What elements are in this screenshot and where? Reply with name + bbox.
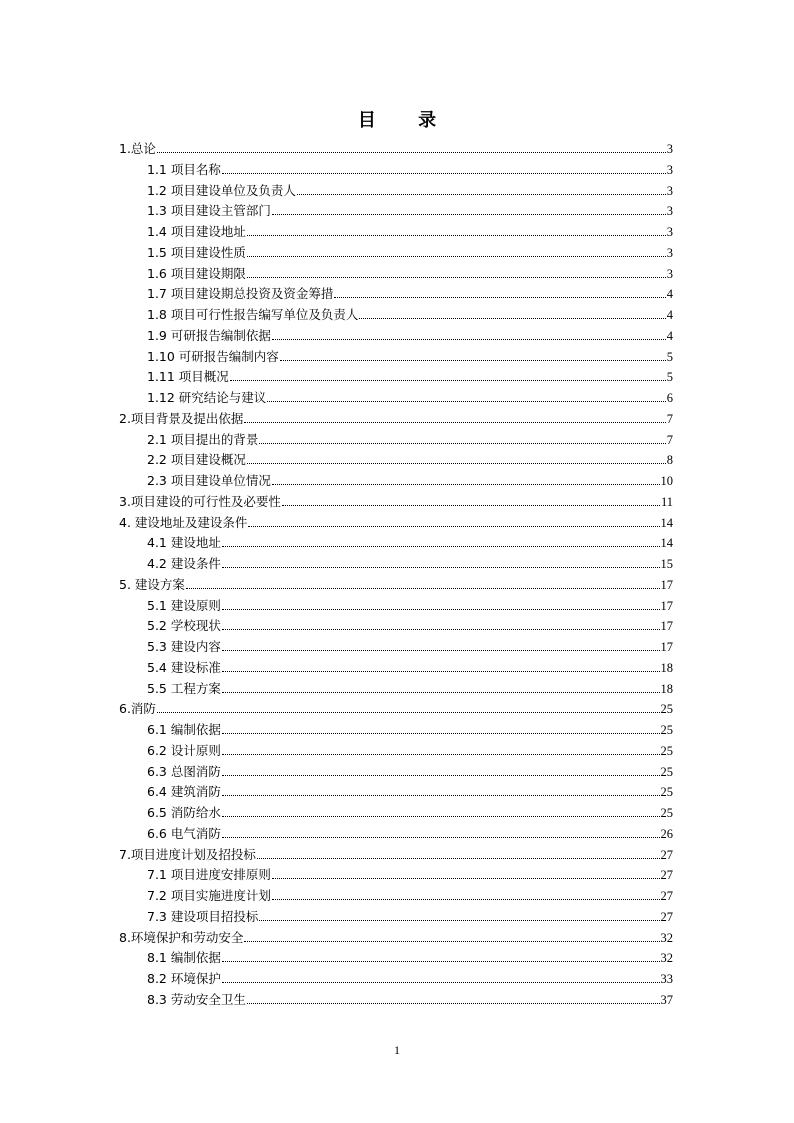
toc-entry-page: 18 [660,681,673,696]
toc-section-entry[interactable] [119,907,673,928]
toc-entry-page: 15 [660,557,673,571]
toc-entry-title: 8.环境保护和劳动安全 [119,929,244,945]
toc-section-entry[interactable] [119,824,673,845]
toc-entry-title: 1.总论 [119,141,156,156]
toc-entry-page: 37 [660,992,673,1007]
toc-section-entry[interactable] [119,326,673,347]
toc-entry-title: 4.1 建设地址 [147,535,221,551]
toc-entry-title: 2.1 项目提出的背景 [147,431,259,447]
toc-entry-page: 14 [660,515,673,530]
toc-entry-page: 7 [666,411,673,426]
toc-entry-title: 8.2 环境保护 [147,971,221,986]
toc-entry-page: 8 [666,453,673,468]
toc-entry-title: 1.12 研究结论与建议 [147,390,267,405]
toc-chapter-entry[interactable] [119,699,673,720]
toc-section-entry[interactable] [119,471,673,492]
toc-entry-page: 32 [660,930,673,945]
toc-entry-page: 25 [660,764,673,779]
toc-entry-title: 2.3 项目建设单位情况 [147,473,271,488]
dot-leader [297,193,666,195]
toc-entry-page: 3 [666,225,673,239]
toc-chapter-entry[interactable] [119,492,673,513]
toc-section-entry[interactable] [119,367,673,388]
dot-leader [222,670,660,672]
toc-chapter-entry[interactable] [119,845,673,866]
toc-entry-page: 17 [660,577,673,592]
toc-entry-page: 3 [666,245,673,260]
toc-section-entry[interactable] [119,762,673,783]
toc-title: 目 录 [357,110,455,131]
dot-leader [248,525,659,527]
dot-leader [244,421,665,423]
toc-entry-title: 6.5 消防给水 [147,805,221,820]
toc-entry-title: 8.3 劳动安全卫生 [147,991,246,1007]
dot-leader [157,151,666,153]
toc-section-entry[interactable] [119,201,673,222]
toc-section-entry[interactable] [119,264,673,285]
toc-entry-title: 5.1 建设原则 [147,597,221,613]
toc-section-entry[interactable] [119,616,673,637]
toc-entry-title: 6.3 总图消防 [147,763,221,779]
toc-entry-page: 27 [660,889,673,903]
toc-section-entry[interactable] [119,533,673,554]
toc-chapter-entry[interactable] [119,928,673,949]
toc-chapter-entry[interactable] [119,513,673,534]
toc-section-entry[interactable] [119,243,673,264]
toc-entry-page: 11 [660,494,673,509]
toc-section-entry[interactable] [119,782,673,803]
toc-chapter-entry[interactable] [119,409,673,430]
dot-leader [222,794,660,796]
toc-entry-page: 25 [660,702,673,717]
toc-entry-title: 1.11 项目概况 [147,369,229,385]
toc-entry-page: 7 [666,432,673,447]
dot-leader [244,940,659,942]
toc-section-entry[interactable] [119,803,673,824]
toc-entry-title: 2.项目背景及提出依据 [119,410,244,426]
dot-leader [334,296,665,298]
toc-entry-page: 32 [660,951,673,966]
toc-section-entry[interactable] [119,948,673,969]
toc-section-entry[interactable] [119,181,673,202]
toc-section-entry[interactable] [119,741,673,762]
dot-leader [247,255,666,257]
dot-leader [222,774,660,776]
dot-leader [222,732,660,734]
dot-leader [222,691,660,693]
toc-section-entry[interactable] [119,222,673,243]
toc-section-entry[interactable] [119,969,673,990]
toc-entry-title: 6.2 设计原则 [147,742,221,758]
toc-section-entry[interactable] [119,596,673,617]
dot-leader [222,753,660,755]
toc-entry-title: 8.1 编制依据 [147,950,221,966]
toc-entry-page: 5 [666,370,673,385]
dot-leader [272,213,666,215]
toc-entry-title: 3.项目建设的可行性及必要性 [119,493,281,509]
dot-leader [257,857,660,859]
dot-leader [247,276,666,278]
toc-entry-page: 17 [660,619,673,634]
toc-section-entry[interactable] [119,720,673,741]
toc-entry-title: 1.6 项目建设期限 [147,265,246,281]
dot-leader [247,1002,660,1004]
dot-leader [267,400,665,402]
toc-chapter-entry[interactable] [119,575,673,596]
toc-entry-page: 3 [666,266,673,281]
toc-entry-title: 7.项目进度计划及招投标 [119,846,256,862]
dot-leader [247,462,666,464]
dot-leader [186,587,660,589]
toc-section-entry[interactable] [119,284,673,305]
page-number: 1 [394,1043,400,1057]
toc-entry-page: 27 [660,868,673,883]
toc-entry-title: 1.10 可研报告编制内容 [147,348,279,364]
toc-section-entry[interactable] [119,554,673,575]
toc-entry-title: 7.1 项目进度安排原则 [147,867,271,883]
table-of-contents [119,139,673,1011]
toc-entry-title: 7.2 项目实施进度计划 [147,888,271,903]
toc-entry-page: 26 [660,826,673,841]
toc-section-entry[interactable] [119,637,673,658]
dot-leader [280,359,666,361]
toc-entry-title: 5.3 建设内容 [147,639,221,654]
dot-leader [230,379,666,381]
dot-leader [259,919,659,921]
dot-leader [222,981,660,983]
toc-entry-page: 14 [660,536,673,551]
toc-entry-title: 5.5 工程方案 [147,680,221,696]
toc-entry-title: 5. 建设方案 [119,576,185,592]
toc-entry-page: 25 [660,723,673,737]
toc-entry-page: 5 [666,349,673,364]
toc-entry-title: 1.3 项目建设主管部门 [147,203,271,219]
dot-leader [157,711,660,713]
toc-entry-title: 1.8 项目可行性报告编写单位及负责人 [147,307,359,322]
dot-leader [222,815,660,817]
toc-entry-page: 25 [660,743,673,758]
dot-leader [222,566,660,568]
toc-section-entry[interactable] [119,160,673,181]
dot-leader [222,960,660,962]
toc-entry-page: 10 [660,474,673,488]
toc-entry-page: 3 [666,162,673,177]
toc-entry-page: 4 [666,308,673,322]
toc-entry-title: 6.6 电气消防 [147,825,221,841]
toc-entry-page: 3 [666,183,673,198]
toc-section-entry[interactable] [119,347,673,368]
toc-entry-title: 1.1 项目名称 [147,161,221,177]
toc-section-entry[interactable] [119,990,673,1011]
toc-entry-title: 4.2 建设条件 [147,556,221,571]
toc-section-entry[interactable] [119,886,673,907]
toc-entry-title: 6.4 建筑消防 [147,784,221,800]
dot-leader [272,877,660,879]
toc-entry-page: 18 [660,660,673,675]
toc-entry-title: 1.2 项目建设单位及负责人 [147,182,296,198]
toc-section-entry[interactable] [119,388,673,409]
dot-leader [222,649,660,651]
toc-entry-title: 7.3 建设项目招投标 [147,908,259,924]
toc-entry-title: 5.2 学校现状 [147,618,221,634]
toc-section-entry[interactable] [119,658,673,679]
toc-section-entry[interactable] [119,865,673,886]
toc-entry-page: 27 [660,847,673,862]
dot-leader [282,504,660,506]
toc-entry-page: 3 [666,204,673,219]
dot-leader [247,234,666,236]
toc-entry-title: 2.2 项目建设概况 [147,452,246,468]
dot-leader [222,836,660,838]
toc-entry-page: 25 [660,785,673,800]
toc-section-entry[interactable] [119,430,673,451]
dot-leader [222,628,660,630]
toc-entry-page: 27 [660,909,673,924]
toc-entry-page: 6 [666,391,673,405]
toc-entry-page: 4 [666,287,673,302]
toc-section-entry[interactable] [119,450,673,471]
toc-entry-page: 17 [660,598,673,613]
dot-leader [222,608,660,610]
dot-leader [222,172,666,174]
toc-entry-title: 1.7 项目建设期总投资及资金筹措 [147,286,334,302]
dot-leader [222,545,660,547]
toc-section-entry[interactable] [119,305,673,326]
toc-entry-page: 4 [666,328,673,343]
toc-chapter-entry[interactable] [119,139,673,160]
dot-leader [259,442,665,444]
toc-entry-page: 33 [660,972,673,986]
toc-entry-title: 4. 建设地址及建设条件 [119,514,248,530]
toc-entry-title: 6.1 编制依据 [147,722,221,737]
toc-entry-page: 3 [666,142,673,156]
toc-section-entry[interactable] [119,679,673,700]
toc-entry-title: 6.消防 [119,701,156,717]
toc-entry-title: 1.5 项目建设性质 [147,244,246,260]
toc-entry-page: 25 [660,806,673,820]
toc-entry-title: 1.4 项目建设地址 [147,224,246,239]
toc-entry-title: 1.9 可研报告编制依据 [147,327,271,343]
dot-leader [272,338,666,340]
dot-leader [359,317,665,319]
dot-leader [272,483,660,485]
dot-leader [272,898,660,900]
toc-entry-page: 17 [660,640,673,654]
toc-entry-title: 5.4 建设标准 [147,659,221,675]
